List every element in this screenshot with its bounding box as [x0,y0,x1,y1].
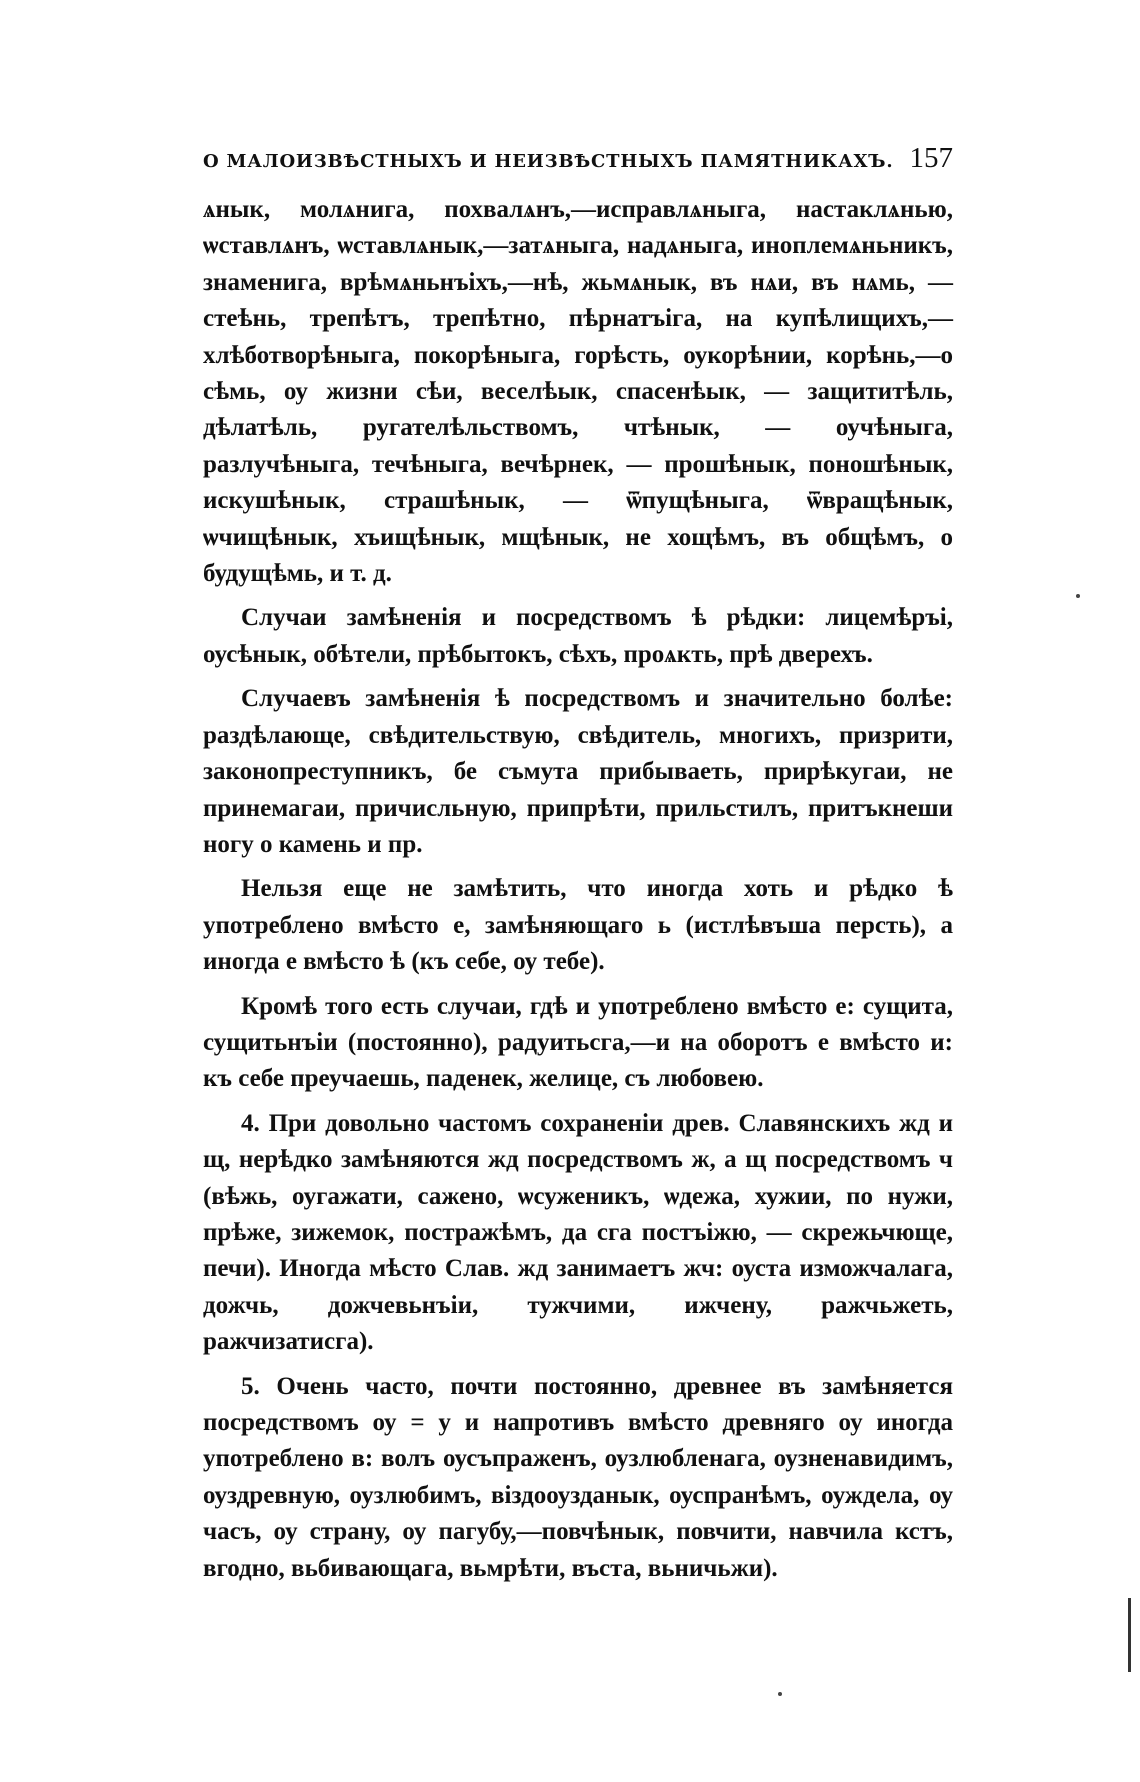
scan-edge-mark [1128,1598,1131,1672]
scan-speck [1076,594,1080,598]
page-header [203,142,953,175]
paragraph-6: 4. При довольно частомъ сохраненіи древ. Славянскихъ жд и щ, нерѣдко замѣняются жд посредствомъ ж, а щ посредствомъ ч (вѣжь, оугажати, сажено, ѡсуженикъ, ѡдежа, хужии, по нужи, прѣже, зижемок, постражѣмъ, да сга постъіжю, — скрежьчюще, печи). Иногда мѣсто Слав. жд занимаетъ жч: оуста изможчалага, дожчь, дожчевьнъіи, тужчими, ижчену, ражчьжеть, ражчизатисга). [203,1109,953,1356]
paragraph-4: Нельзя еще не замѣтить, что иногда хоть и рѣдко ѣ употреблено вмѣсто е, замѣняющаго ь (истлѣвъша персть), а иногда е вмѣсто ѣ (къ себе, оу тебе). [203,875,953,976]
running-title: О МАЛОИЗВѢСТНЫХЪ И НЕИЗВѢСТНЫХЪ ПАМЯТНИКАХЪ. [203,151,894,172]
body-text [203,192,953,1587]
paragraph-2: Случаи замѣненія и посредствомъ ѣ рѣдки: лицемѣръі, оусѣнык, обѣтели, прѣбытокъ, сѣхъ, проѧкть, прѣ дверехъ. [203,604,953,668]
paragraph-3: Случаевъ замѣненія ѣ посредствомъ и значительно болѣе: раздѣлающе, свѣдительствую, свѣдитель, многихъ, призрити, законопреступникъ, бе съмута прибываеть, прирѣкугаи, не принемагаи, причисльную, припрѣти, прильстилъ, притъкнеши ногу о камень и пр. [203,685,953,858]
page-number: 157 [909,142,953,174]
paragraph-5: Кромѣ того есть случаи, гдѣ и употреблено вмѣсто е: сущита, сущитьнъіи (постоянно), радуитьсга,—и на оборотъ е вмѣсто и: къ себе преучаешь, паденек, желице, съ любовею. [203,992,953,1093]
scan-speck [778,1692,782,1696]
paragraph-7: 5. Очень часто, почти постоянно, древнее въ замѣняется посредствомъ оу = у и напротивъ вмѣсто древняго оу иногда употреблено в: волъ оусъпраженъ, оузлюбленага, оузненавидимъ, оуздревную, оузлюбимъ, віздооузданык, оуспранѣмъ, оуждела, оу часъ, оу страну, оу пагубу,—повчѣнык, повчити, навчила кстъ, вгодно, вьбивающага, вьмрѣти, въста, вьничьжи). [203,1372,953,1582]
paragraph-1: ѧнык, молѧнига, похвалѧнъ,—исправлѧныга, настаклѧнью, ѡставлѧнъ, ѡставлѧнык,—затѧныга, надѧныга, иноплемѧньникъ, знаменига, врѣмѧньнъіхъ,—нѣ, жьмѧнык, въ нѧи, въ нѧмь, — стеѣнь, трепѣтъ, трепѣтно, пѣрнатъіга, на купѣлищихъ,—хлѣботворѣныга, покорѣныга, горѣсть, оукорѣнии, корѣнь,—о сѣмь, оу жизни сѣи, веселѣык, спасенѣык, — защититѣль, дѣлатѣль, ругателѣльствомъ, чтѣнык, — оучѣныга, разлучѣныга, течѣныга, вечѣрнек, — прошѣнык, поношѣнык, искушѣнык, страшѣнык, — ѿпущѣныга, ѿвращѣнык, ѡчищѣнык, хъищѣнык, мщѣнык, не хощѣмъ, въ общѣмъ, о будущѣмь, и т. д. [203,196,953,588]
